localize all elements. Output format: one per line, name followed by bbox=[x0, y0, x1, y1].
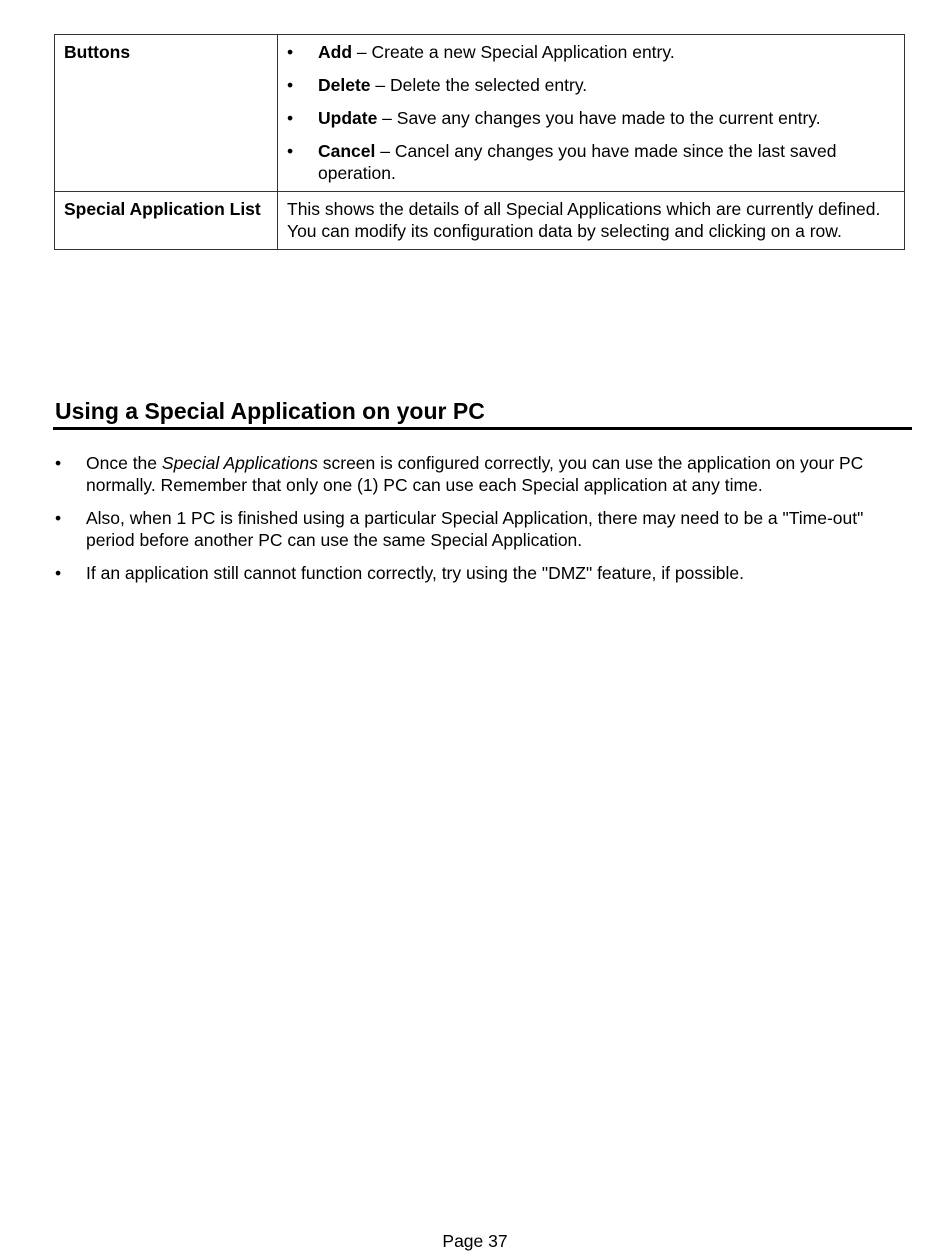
description-cell bbox=[278, 35, 905, 192]
bullet-icon: • bbox=[287, 108, 294, 128]
item-text: Cancel any changes you have made since the last saved operation. bbox=[318, 141, 837, 183]
page-number: Page 37 bbox=[442, 1231, 508, 1251]
item-title: Update bbox=[318, 108, 378, 128]
term-cell bbox=[55, 35, 278, 192]
item-separator: – bbox=[352, 42, 372, 62]
bullet-icon: • bbox=[55, 563, 62, 583]
item-text: If an application still cannot function correctly, try using the "DMZ" feature, if possible. bbox=[86, 563, 744, 583]
item-separator: – bbox=[370, 75, 390, 95]
bullet-icon: • bbox=[55, 508, 62, 528]
list-item bbox=[55, 562, 905, 584]
item-title: Cancel bbox=[318, 141, 376, 161]
definition-table bbox=[54, 34, 905, 250]
section-bullet-list bbox=[55, 452, 905, 595]
term-cell bbox=[55, 192, 278, 250]
term-label: Buttons bbox=[64, 42, 131, 62]
term-label: Special Application List bbox=[64, 199, 261, 219]
item-text: Save any changes you have made to the current entry. bbox=[396, 108, 821, 128]
item-title: Add bbox=[318, 42, 353, 62]
description-text: This shows the details of all Special Applications which are currently defined. You can modify its configuration data by selecting and clicking on a row. bbox=[287, 199, 881, 241]
item-text: Also, when 1 PC is finished using a particular Special Application, there may need to be a "Time-out" period before another PC can use the same Special Application. bbox=[86, 508, 864, 550]
item-text-pre: Once the bbox=[86, 453, 162, 473]
item-text: Delete the selected entry. bbox=[390, 75, 588, 95]
heading-underline bbox=[53, 427, 912, 430]
section-heading: Using a Special Application on your PC bbox=[55, 398, 485, 424]
bullet-icon: • bbox=[287, 75, 294, 95]
item-text-italic: Special Applications bbox=[161, 453, 318, 473]
item-text: Create a new Special Application entry. bbox=[371, 42, 675, 62]
item-text-post: screen is configured correctly, you can use the application on your PC normally. Remember that only one (1) PC can use each Special application at any time. bbox=[86, 453, 864, 495]
buttons-list bbox=[287, 41, 895, 184]
list-item-delete bbox=[287, 74, 895, 96]
bullet-icon: • bbox=[287, 42, 294, 62]
list-item-cancel bbox=[287, 140, 895, 184]
table-row-special-application-list bbox=[55, 192, 905, 250]
item-separator: – bbox=[375, 141, 395, 161]
list-item bbox=[55, 507, 905, 551]
description-cell bbox=[278, 192, 905, 250]
bullet-icon: • bbox=[287, 141, 294, 161]
item-title: Delete bbox=[318, 75, 371, 95]
list-item-add bbox=[287, 41, 895, 63]
item-separator: – bbox=[377, 108, 397, 128]
list-item-update bbox=[287, 107, 895, 129]
list-item bbox=[55, 452, 905, 496]
table-row-buttons bbox=[55, 35, 905, 192]
bullet-icon: • bbox=[55, 453, 62, 473]
